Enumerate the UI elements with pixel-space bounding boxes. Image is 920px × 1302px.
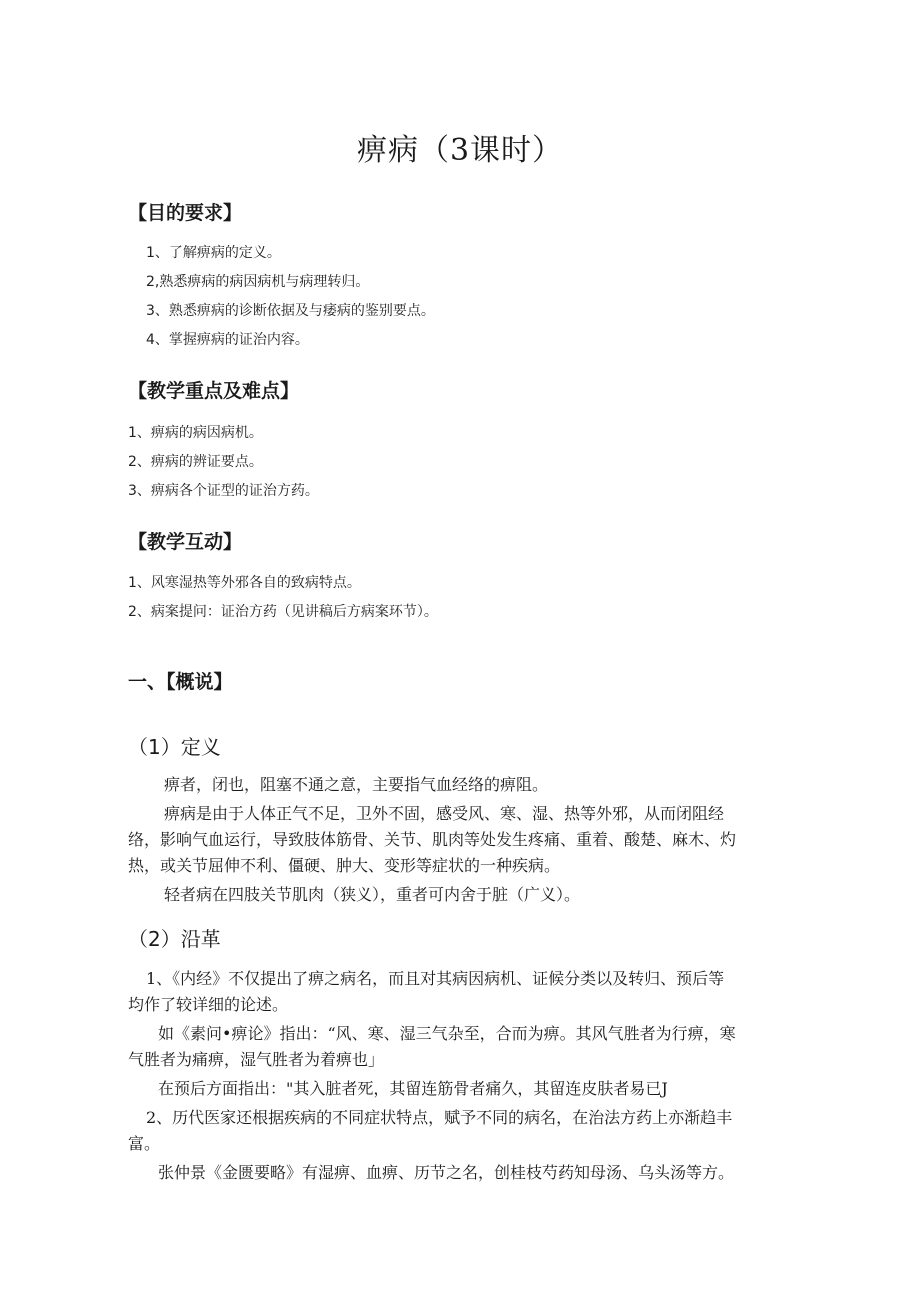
definition-paragraph: 痹病是由于人体正气不足，卫外不固，感受风、寒、湿、热等外邪，从而闭阻经 [164, 804, 725, 823]
goals-item: 1、了解痹病的定义。 [146, 245, 281, 261]
interaction-item: 2、病案提问：证治方药（见讲稿后方病案环节）。 [128, 604, 438, 620]
key-points-item: 2、痹病的辨证要点。 [128, 454, 263, 470]
history-paragraph: 富。 [128, 1134, 161, 1153]
interaction-heading: 【教学互动】 [128, 531, 243, 553]
key-points-item: 3、痹病各个证型的证治方药。 [128, 483, 319, 499]
history-heading: （2）沿革 [128, 927, 221, 951]
definition-paragraph: 热，或关节屈伸不利、僵硬、肿大、变形等症状的一种疾病。 [128, 856, 561, 875]
key-points-item: 1、痹病的病因病机。 [128, 425, 263, 441]
history-paragraph: 如《素问•痹论》指出：“风、寒、湿三气杂至，合而为痹。其风气胜者为行痹，寒 [158, 1024, 736, 1043]
page-title: 痹病（3课时） [356, 133, 564, 168]
history-paragraph: 2、历代医家还根据疾病的不同症状特点，赋予不同的病名，在治法方药上亦渐趋丰 [146, 1108, 733, 1127]
definition-heading: （1）定义 [128, 735, 221, 759]
goals-item: 4、掌握痹病的证治内容。 [146, 332, 309, 348]
goals-item: 3、熟悉痹病的诊断依据及与痿病的鉴别要点。 [146, 303, 435, 319]
definition-paragraph: 络，影响气血运行，导致肢体筋骨、关节、肌肉等处发生疼痛、重着、酸楚、麻木、灼 [128, 830, 737, 849]
history-paragraph: 在预后方面指出："其入脏者死，其留连筋骨者痛久，其留连皮肤者易已J [158, 1079, 668, 1098]
history-paragraph: 张仲景《金匮要略》有湿痹、血痹、历节之名，创桂枝芍药知母汤、乌头汤等方。 [158, 1163, 735, 1182]
goals-heading: 【目的要求】 [128, 202, 243, 224]
interaction-item: 1、风寒湿热等外邪各自的致病特点。 [128, 575, 361, 591]
goals-item: 2,熟悉痹病的病因病机与病理转归。 [146, 274, 370, 290]
history-paragraph: 1、《内经》不仅提出了痹之病名，而且对其病因病机、证候分类以及转归、预后等 [146, 969, 725, 988]
key-points-heading: 【教学重点及难点】 [128, 380, 300, 402]
definition-paragraph: 痹者，闭也，阻塞不通之意，主要指气血经络的痹阻。 [164, 775, 549, 794]
definition-paragraph: 轻者病在四肢关节肌肉（狭义），重者可内舍于脏（广义）。 [164, 885, 581, 904]
history-paragraph: 均作了较详细的论述。 [128, 995, 289, 1014]
overview-heading: 一、【概说】 [128, 671, 233, 693]
history-paragraph: 气胜者为痛痹，湿气胜者为着痹也」 [128, 1050, 385, 1069]
